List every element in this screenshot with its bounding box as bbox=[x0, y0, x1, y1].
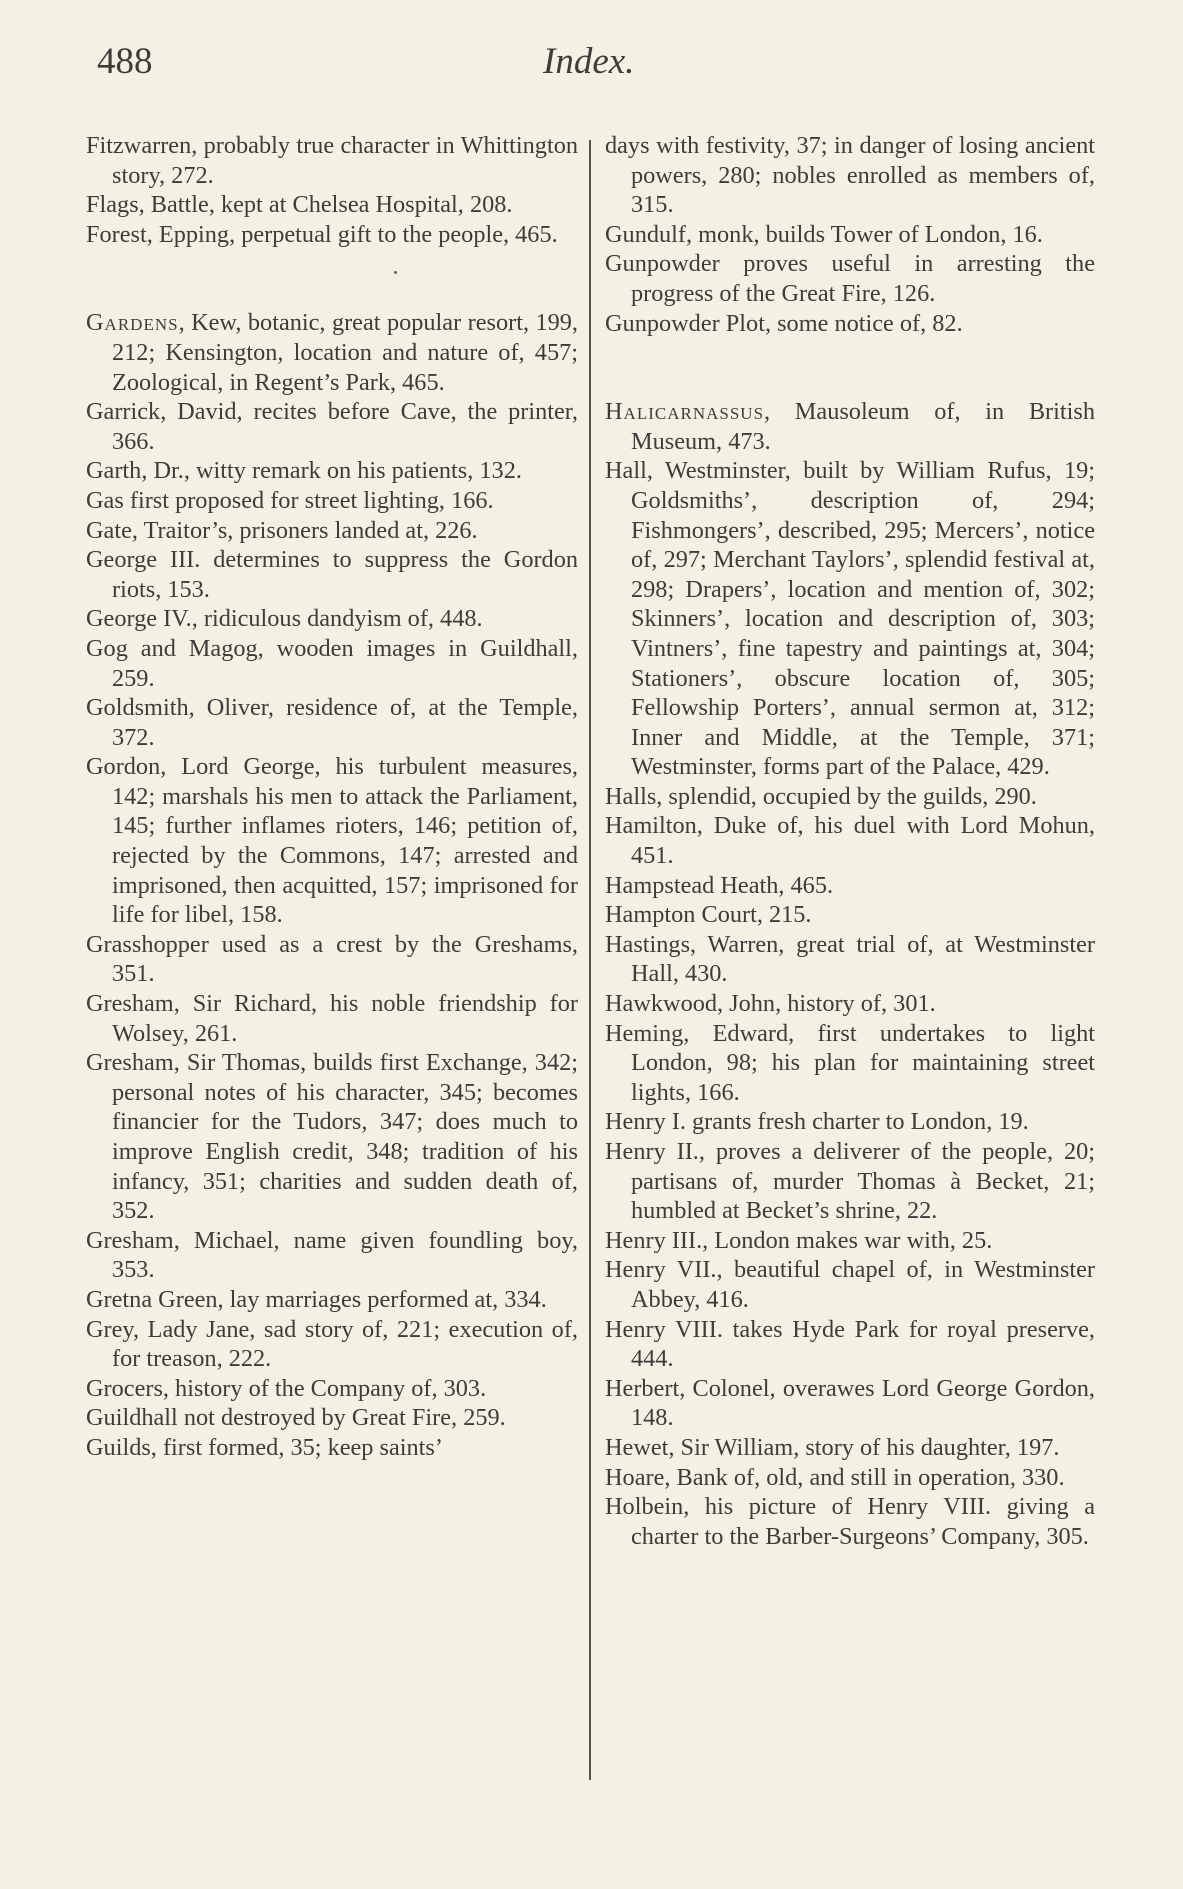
section-head-word: Halicarnassus bbox=[605, 398, 765, 426]
entry-text: Guildhall not destroyed by Great Fire, 259. bbox=[86, 1404, 506, 1432]
entry-text: Hawkwood, John, history of, 301. bbox=[605, 990, 936, 1018]
index-entry bbox=[605, 1492, 1095, 1551]
section-head-word: Gardens bbox=[86, 309, 179, 337]
entry-text: Forest, Epping, perpetual gift to the people, 465. bbox=[86, 220, 558, 248]
entry-text: George III. determines to suppress the Gordon riots, 153. bbox=[86, 546, 578, 603]
entry-text: Gresham, Michael, name given foundling boy, 353. bbox=[86, 1226, 578, 1284]
index-entry bbox=[605, 871, 1095, 901]
index-column-right bbox=[605, 131, 1095, 1551]
entry-text: , Kew, botanic, great popular resort, 199, 212; Kensington, location and nature of, 457; Zoological, in Regent’s Park, 465. bbox=[112, 309, 578, 396]
index-entry bbox=[86, 1285, 578, 1315]
entry-text: Gretna Green, lay marriages performed at, 334. bbox=[86, 1285, 547, 1313]
index-entry bbox=[605, 989, 1095, 1019]
entry-text: Henry VII., beautiful chapel of, in Westminster Abbey, 416. bbox=[605, 1256, 1095, 1313]
entry-text: Gresham, Sir Thomas, builds first Exchange, 342; personal notes of his character, 345; becomes financier for the Tudors, 347; does much to improve English credit, 348; tradition of his infancy, 351; charities and sudden death of, 352. bbox=[86, 1049, 578, 1225]
entry-text: Hall, Westminster, built by William Rufus, 19; Goldsmiths’, description of, 294; Fishmongers’, described, 295; Mercers’, notice of, 297; Merchant Taylors’, splendid festival at, 298; Drapers’, location and mention of, 302; Skinners’, location and description of, 303; Vintners’, fine tapestry and paintings at, 304; Stationers’, obscure location of, 305; Fellowship Porters’, annual sermon at, 312; Inner and Middle, at the Temple, 371; Westminster, forms part of the Palace, 429. bbox=[605, 457, 1095, 781]
entry-text: Henry III., London makes war with, 25. bbox=[605, 1226, 993, 1254]
index-entry bbox=[605, 1226, 1095, 1256]
index-entry bbox=[86, 545, 578, 604]
page-number: 488 bbox=[97, 41, 153, 82]
section-gap bbox=[605, 338, 1095, 397]
index-entry bbox=[86, 131, 578, 190]
index-entry-section-head bbox=[605, 397, 1095, 456]
entry-text: Gunpowder Plot, some notice of, 82. bbox=[605, 309, 963, 337]
index-entry bbox=[605, 811, 1095, 870]
index-entry bbox=[86, 456, 578, 486]
index-entry bbox=[605, 220, 1095, 250]
index-entry bbox=[605, 309, 1095, 339]
page-header bbox=[0, 40, 1183, 100]
index-entry-continued bbox=[605, 131, 1095, 220]
index-entry bbox=[605, 249, 1095, 308]
index-entry bbox=[86, 190, 578, 220]
index-entry bbox=[86, 604, 578, 634]
running-title: Index. bbox=[543, 41, 635, 82]
entry-text: Gas first proposed for street lighting, 166. bbox=[86, 486, 494, 514]
entry-text: Gunpowder proves useful in arresting the progress of the Great Fire, 126. bbox=[605, 250, 1095, 307]
index-entry bbox=[86, 752, 578, 930]
index-entry bbox=[605, 1433, 1095, 1463]
entry-text: Henry VIII. takes Hyde Park for royal preserve, 444. bbox=[605, 1315, 1095, 1373]
index-entry bbox=[86, 1374, 578, 1404]
index-column-left bbox=[86, 131, 578, 1463]
index-entry bbox=[86, 634, 578, 693]
entry-text: Gate, Traitor’s, prisoners landed at, 226. bbox=[86, 516, 478, 544]
entry-text: Gog and Magog, wooden images in Guildhall, 259. bbox=[86, 634, 578, 692]
entry-text: Goldsmith, Oliver, residence of, at the Temple, 372. bbox=[86, 694, 578, 751]
section-gap bbox=[86, 249, 578, 308]
index-entry-section-head bbox=[86, 308, 578, 397]
entry-text: days with festivity, 37; in danger of losing ancient powers, 280; nobles enrolled as members of, 315. bbox=[605, 132, 1095, 219]
index-entry bbox=[605, 1019, 1095, 1108]
entry-text: Guilds, first formed, 35; keep saints’ bbox=[86, 1433, 443, 1461]
index-entry bbox=[605, 1255, 1095, 1314]
index-entry bbox=[86, 516, 578, 546]
entry-text: Gordon, Lord George, his turbulent measures, 142; marshals his men to attack the Parliament, 145; further inflames rioters, 146; petition of, rejected by the Commons, 147; arrested and imprisoned, then acquitted, 157; imprisoned for life for libel, 158. bbox=[86, 753, 578, 929]
entry-text: Hastings, Warren, great trial of, at Westminster Hall, 430. bbox=[605, 930, 1095, 988]
index-entry bbox=[86, 1433, 578, 1463]
entry-text: Garth, Dr., witty remark on his patients, 132. bbox=[86, 457, 522, 485]
index-entry bbox=[86, 989, 578, 1048]
index-entry bbox=[86, 1315, 578, 1374]
entry-text: Herbert, Colonel, overawes Lord George Gordon, 148. bbox=[605, 1374, 1095, 1432]
index-entry bbox=[86, 1403, 578, 1433]
entry-text: , Mausoleum of, in British Museum, 473. bbox=[631, 398, 1095, 455]
index-entry bbox=[86, 1048, 578, 1226]
entry-text: Hamilton, Duke of, his duel with Lord Mohun, 451. bbox=[605, 812, 1095, 870]
index-entry bbox=[605, 1374, 1095, 1433]
entry-text: George IV., ridiculous dandyism of, 448. bbox=[86, 605, 483, 633]
entry-text: Grasshopper used as a crest by the Greshams, 351. bbox=[86, 930, 578, 988]
entry-text: Hampton Court, 215. bbox=[605, 901, 812, 929]
entry-text: Henry II., proves a deliverer of the people, 20; partisans of, murder Thomas à Becket, 21; humbled at Becket’s shrine, 22. bbox=[605, 1138, 1095, 1225]
index-entry bbox=[605, 1137, 1095, 1226]
entry-text: Flags, Battle, kept at Chelsea Hospital, 208. bbox=[86, 191, 513, 219]
entry-text: Gundulf, monk, builds Tower of London, 16. bbox=[605, 220, 1043, 248]
column-divider bbox=[589, 140, 591, 1780]
entry-text: Hoare, Bank of, old, and still in operation, 330. bbox=[605, 1463, 1065, 1491]
index-entry bbox=[86, 397, 578, 456]
entry-text: Grey, Lady Jane, sad story of, 221; execution of, for treason, 222. bbox=[86, 1315, 578, 1373]
entry-text: Gresham, Sir Richard, his noble friendship for Wolsey, 261. bbox=[86, 990, 578, 1047]
entry-text: Henry I. grants fresh charter to London, 19. bbox=[605, 1108, 1029, 1136]
index-entry bbox=[605, 1463, 1095, 1493]
index-entry bbox=[605, 1107, 1095, 1137]
entry-text: Garrick, David, recites before Cave, the printer, 366. bbox=[86, 398, 578, 455]
entry-text: Grocers, history of the Company of, 303. bbox=[86, 1374, 487, 1402]
entry-text: Heming, Edward, first undertakes to light London, 98; his plan for maintaining street lights, 166. bbox=[605, 1019, 1095, 1106]
index-entry bbox=[605, 930, 1095, 989]
index-entry bbox=[605, 782, 1095, 812]
entry-text: Hampstead Heath, 465. bbox=[605, 871, 834, 899]
entry-text: Holbein, his picture of Henry VIII. giving a charter to the Barber-Surgeons’ Company, 305. bbox=[605, 1493, 1095, 1550]
index-entry bbox=[86, 486, 578, 516]
entry-text: Hewet, Sir William, story of his daughter, 197. bbox=[605, 1433, 1060, 1461]
entry-text: Fitzwarren, probably true character in Whittington story, 272. bbox=[86, 132, 578, 189]
index-entry bbox=[86, 220, 578, 250]
index-entry bbox=[605, 1315, 1095, 1374]
index-entry bbox=[86, 1226, 578, 1285]
entry-text: Halls, splendid, occupied by the guilds, 290. bbox=[605, 782, 1037, 810]
index-entry bbox=[86, 693, 578, 752]
index-entry bbox=[605, 456, 1095, 782]
index-entry bbox=[86, 930, 578, 989]
index-entry bbox=[605, 900, 1095, 930]
